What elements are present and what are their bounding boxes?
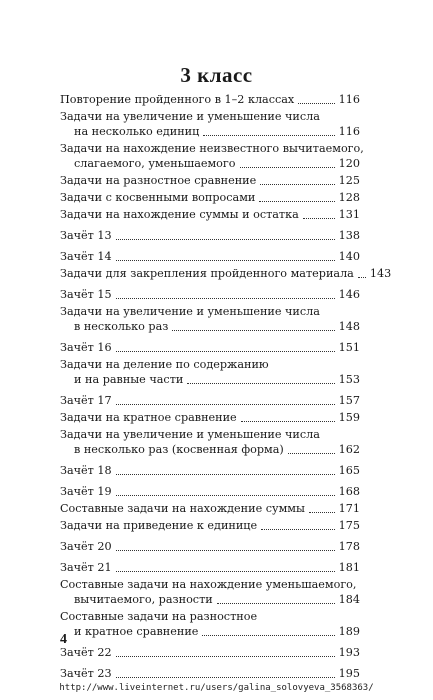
toc-page-number: 148 [338, 320, 360, 333]
dot-leader [260, 184, 334, 185]
dot-leader [241, 421, 335, 422]
toc-page-number: 175 [338, 519, 360, 532]
dot-leader [187, 383, 334, 384]
section-title: 3 класс [180, 63, 253, 87]
dot-leader [309, 512, 335, 513]
toc-entry [60, 249, 360, 264]
toc-page-number: 181 [338, 561, 360, 574]
toc-page-number: 146 [338, 288, 360, 301]
dot-leader [261, 529, 335, 530]
toc-entry-title: вычитаемого, разности [74, 593, 213, 606]
toc-entry [60, 109, 360, 139]
toc-entry [60, 410, 360, 425]
toc-page-number: 189 [338, 625, 360, 638]
toc-page-number: 116 [338, 125, 360, 138]
toc-entry-title: Зачёт 14 [60, 250, 112, 263]
dot-leader [203, 135, 334, 136]
toc-entry-title: в несколько раз [74, 320, 169, 333]
toc-entry-title: Составные задачи на разностное [60, 610, 258, 623]
toc-entry [60, 577, 360, 607]
toc-entry [60, 287, 360, 302]
toc-entry [60, 228, 360, 243]
toc-page-number: 162 [338, 443, 360, 456]
toc-page-number: 193 [338, 646, 360, 659]
toc-entry [60, 560, 360, 575]
toc-page-number: 125 [338, 174, 360, 187]
toc-entry [60, 427, 360, 457]
dot-leader [116, 656, 335, 657]
toc-entry-title: Зачёт 20 [60, 540, 112, 553]
toc-entry [60, 190, 360, 205]
toc-entry-title: в несколько раз (косвенная форма) [74, 443, 284, 456]
toc-entry-title: и кратное сравнение [74, 625, 199, 638]
toc-entry-title: Зачёт 15 [60, 288, 112, 301]
toc-page-number: 143 [369, 267, 392, 280]
toc-entry-title: Задачи для закрепления пройденного материала [60, 267, 354, 280]
toc-page-number: 178 [338, 540, 360, 553]
toc-entry-title: слагаемого, уменьшаемого [74, 157, 236, 170]
toc-page-number: 195 [338, 667, 360, 680]
dot-leader [116, 239, 335, 240]
dot-leader [240, 167, 335, 168]
toc-entry [60, 207, 360, 222]
toc-entry [60, 173, 360, 188]
toc-entry-title: Зачёт 19 [60, 485, 112, 498]
dot-leader [358, 277, 366, 278]
toc-entry [60, 645, 360, 660]
toc-entry-title: и на равные части [74, 373, 184, 386]
toc-entry-title: Зачёт 21 [60, 561, 112, 574]
toc-entry-title: Зачёт 13 [60, 229, 112, 242]
watermark-url: http://www.liveinternet.ru/users/galina_solovyeva_3568363/ [59, 683, 374, 693]
dot-leader [298, 103, 334, 104]
toc-entry-title: Зачёт 17 [60, 394, 112, 407]
dot-leader [288, 453, 335, 454]
toc-page-number: 153 [338, 373, 360, 386]
toc-entry [60, 609, 360, 639]
toc-page-number: 120 [338, 157, 360, 170]
toc-page-number: 157 [338, 394, 360, 407]
page-number: 4 [60, 632, 67, 647]
toc-entry-title: Составные задачи на нахождение суммы [60, 502, 305, 515]
dot-leader [259, 201, 334, 202]
dot-leader [116, 298, 335, 299]
toc-page-number: 128 [338, 191, 360, 204]
toc-entry [60, 266, 392, 281]
toc-page-number: 159 [338, 411, 360, 424]
dot-leader [116, 351, 335, 352]
dot-leader [116, 474, 335, 475]
toc-entry [60, 501, 360, 516]
toc-entry [60, 357, 360, 387]
toc-entry-title: Задачи на увеличение и уменьшение числа [60, 305, 320, 318]
toc-entry [60, 484, 360, 499]
toc-entry-title: Зачёт 22 [60, 646, 112, 659]
toc-page-number: 131 [338, 208, 360, 221]
toc-page-number: 184 [338, 593, 360, 606]
toc-entry [60, 463, 360, 478]
toc-page-number: 168 [338, 485, 360, 498]
dot-leader [116, 550, 335, 551]
toc-entry-title: Повторение пройденного в 1–2 классах [60, 93, 295, 106]
toc-entry-title: Задачи на деление по содержанию [60, 358, 269, 371]
dot-leader [202, 635, 334, 636]
toc-entry-title: Составные задачи на нахождение уменьшаемого, [60, 578, 357, 591]
toc-entry [60, 92, 360, 107]
toc-entry [60, 393, 360, 408]
toc-entry-title: Зачёт 16 [60, 341, 112, 354]
dot-leader [116, 260, 335, 261]
toc-entry-title: Задачи на приведение к единице [60, 519, 258, 532]
toc-entry-title: Зачёт 23 [60, 667, 112, 680]
toc-page-number: 140 [338, 250, 360, 263]
dot-leader [116, 677, 335, 678]
toc-page-number: 151 [338, 341, 360, 354]
toc-entry-title: Зачёт 18 [60, 464, 112, 477]
toc-page-number: 138 [338, 229, 360, 242]
toc-entry [60, 304, 360, 334]
toc-entry-title: Задачи на разностное сравнение [60, 174, 257, 187]
dot-leader [116, 404, 335, 405]
dot-leader [217, 603, 335, 604]
toc-entry [60, 518, 360, 533]
toc-page-number: 165 [338, 464, 360, 477]
toc-entry [60, 340, 360, 355]
toc-entry-title: Задачи на увеличение и уменьшение числа [60, 110, 320, 123]
toc-entry-title: Задачи на кратное сравнение [60, 411, 237, 424]
toc-entry-title: Задачи на нахождение суммы и остатка [60, 208, 299, 221]
dot-leader [303, 218, 335, 219]
toc-page-number: 116 [338, 93, 360, 106]
toc-entry [60, 141, 364, 171]
dot-leader [172, 330, 334, 331]
toc-page-number: 171 [338, 502, 360, 515]
dot-leader [116, 495, 335, 496]
toc-entry-title: Задачи с косвенными вопросами [60, 191, 256, 204]
toc-entry-title: на несколько единиц [74, 125, 200, 138]
dot-leader [116, 571, 335, 572]
toc-entry-title: Задачи на нахождение неизвестного вычитаемого, [60, 142, 364, 155]
toc-entry [60, 539, 360, 554]
table-of-contents [60, 92, 392, 681]
toc-entry [60, 666, 360, 681]
toc-entry-title: Задачи на увеличение и уменьшение числа [60, 428, 320, 441]
